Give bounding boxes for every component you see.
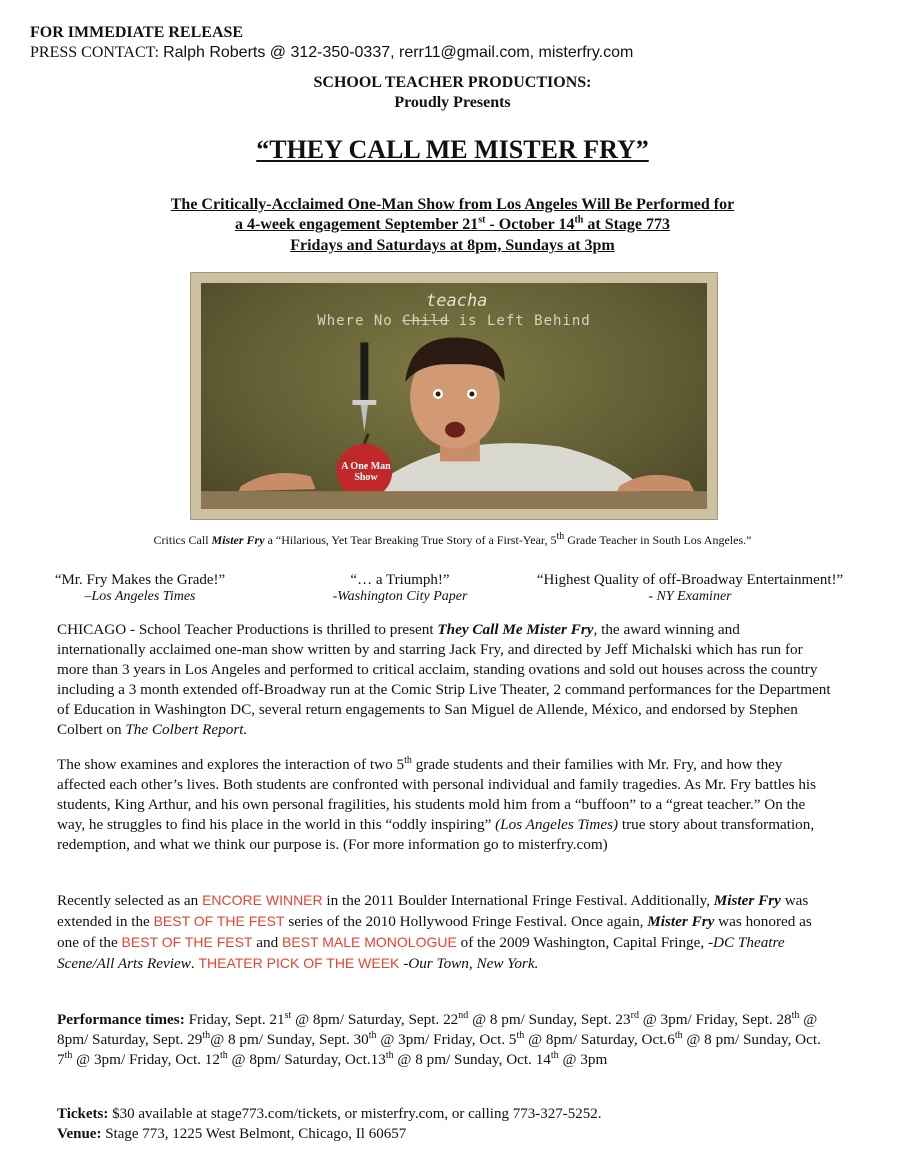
caption-end: Grade Teacher in South Los Angeles.” (564, 533, 752, 547)
subtitle-line-2 (0, 216, 905, 234)
p3-h: . (190, 955, 199, 972)
tickets-line (57, 1106, 601, 1123)
perf-s8: @ 8pm/ Saturday, Oct.6 (524, 1031, 675, 1048)
caption-middle: a “Hilarious, Yet Tear Breaking True Story of a First-Year, 5 (264, 533, 557, 547)
p3-d: series of the 2010 Hollywood Fringe Festival. Once again, (284, 913, 648, 930)
press-contact-details: Ralph Roberts @ 312-350-0337, rerr11@gmail.com, misterfry.com (163, 44, 634, 61)
perf-sup: th (202, 1029, 211, 1041)
apple-label: A One Man Show (341, 461, 391, 483)
poster-caption (0, 533, 905, 548)
venue-line (57, 1126, 406, 1143)
p2-lat: (Los Angeles Times) (495, 816, 619, 833)
p3-g: of the 2009 Washington, Capital Fringe, (456, 934, 708, 951)
perf-sup: st (284, 1009, 292, 1021)
review-quote (510, 572, 870, 605)
company-name: SCHOOL TEACHER PRODUCTIONS: (313, 74, 592, 91)
perf-s4: @ 3pm/ Friday, Sept. 28 (638, 1011, 792, 1028)
quote-source: -Washington City Paper (332, 589, 468, 604)
review-quote (300, 572, 500, 605)
poster-scrawl: teacha (426, 291, 488, 311)
perf-sup: th (219, 1049, 228, 1061)
perf-s12: @ 8 pm/ Sunday, Oct. 14 (393, 1051, 551, 1068)
show-title: “THEY CALL ME MISTER FRY” (256, 135, 649, 164)
story-paragraph (57, 755, 832, 855)
release-label: FOR IMMEDIATE RELEASE (30, 24, 244, 41)
perf-s9: @ 8 pm/ Sunday, Oct. 7 (57, 1031, 821, 1068)
p3-e: was honored as one of the (57, 913, 812, 951)
p1-show-name: They Call Me Mister Fry (437, 621, 594, 638)
p3-best-1: BEST OF THE FEST (153, 913, 285, 929)
perf-sup: nd (458, 1009, 469, 1021)
p3-encore: ENCORE WINNER (202, 892, 323, 908)
perf-s6: @ 8 pm/ Sunday, Sept. 30 (210, 1031, 369, 1048)
perf-s1: Friday, Sept. 21 (184, 1011, 285, 1028)
perf-s11: @ 8pm/ Saturday, Oct.13 (227, 1051, 386, 1068)
presents-line: Proudly Presents (394, 94, 511, 111)
subtitle-sup-2: th (574, 214, 584, 226)
tagline-crossed-word: Child (402, 313, 450, 329)
quote-source: - NY Examiner (648, 589, 732, 604)
p3-pick: THEATER PICK OF THE WEEK (198, 955, 400, 971)
tagline-start: Where No (317, 313, 403, 329)
subtitle-line-2-end: at Stage 773 (583, 216, 671, 233)
p1-colbert: The Colbert Report. (125, 721, 248, 738)
p3-best-2: BEST OF THE FEST (121, 934, 253, 950)
perf-sup: th (550, 1049, 559, 1061)
tagline-end: is Left Behind (449, 313, 591, 329)
perf-sup: th (516, 1029, 525, 1041)
perf-s3: @ 8 pm/ Sunday, Sept. 23 (468, 1011, 631, 1028)
press-contact (30, 44, 633, 62)
perf-sup: th (64, 1049, 73, 1061)
performance-times (57, 1010, 832, 1070)
perf-sup: th (674, 1029, 683, 1041)
perf-sup: th (791, 1009, 800, 1021)
p3-dc: -DC Theatre Scene/All Arts Review (57, 934, 785, 972)
quote-text: “Mr. Fry Makes the Grade!” (54, 572, 226, 588)
perf-s10: @ 3pm/ Friday, Oct. 12 (72, 1051, 220, 1068)
subtitle-line-3: Fridays and Saturdays at 8pm, Sundays at 3pm (290, 237, 615, 254)
quote-text: “… a Triumph!” (350, 572, 450, 588)
perf-s13: @ 3pm (558, 1051, 608, 1068)
p1-body: , the award winning and internationally acclaimed one-man show written by and starring Jack Fry, and directed by Jeff Michalski which has run for more than 3 years in Los Angeles and performed to critical acclaim, standing ovations and sold out houses across the country including a 3 month extended off-Broadway run at the Comic Strip Live Theater, 2 command performances for the Department of Education in Washington DC, several return engagements to San Miguel de Allende, México, and endorsed by Stephen Colbert on (57, 621, 831, 738)
chalkboard (201, 283, 707, 509)
p2-end: true story about transformation, redemption, and what we think our purpose is. (For more information go to misterfry.com) (57, 816, 815, 853)
subtitle-line-2-middle: - October 14 (485, 216, 575, 233)
perf-label: Performance times: (57, 1011, 185, 1028)
p3-mister-fry-1: Mister Fry (713, 892, 781, 909)
intro-paragraph (57, 620, 832, 740)
show-poster (190, 272, 718, 520)
p3-b: in the 2011 Boulder International Fringe Festival. Additionally, (322, 892, 714, 909)
perf-s7: @ 3pm/ Friday, Oct. 5 (376, 1031, 517, 1048)
tickets-label: Tickets: (57, 1106, 109, 1122)
perf-sup: th (385, 1049, 394, 1061)
p2-start: The show examines and explores the interaction of two 5 (57, 756, 405, 773)
p2-body: grade students and their families with Mr. Fry, and how they affected each other’s lives. Both students are confronted with personal individual and family tragedies. As Mr. Fry battles his students, King Arthur, and his own personal fragilities, his students mold him from a “buffoon” to a “great teacher.” On the way, he struggles to find his place in the world in this “oddly inspiring” (57, 756, 817, 833)
tickets-text: $30 available at stage773.com/tickets, or misterfry.com, or calling 773-327-5252. (108, 1106, 602, 1122)
p3-c: was extended in the (57, 892, 809, 930)
p3-mister-fry-2: Mister Fry (647, 913, 715, 930)
awards-paragraph (57, 890, 832, 974)
review-quote (40, 572, 240, 605)
p1-start: CHICAGO - School Teacher Productions is thrilled to present (57, 621, 438, 638)
perf-s2: @ 8pm/ Saturday, Sept. 22 (291, 1011, 459, 1028)
perf-s5: @ 8pm/ Saturday, Sept. 29 (57, 1011, 818, 1048)
subtitle-line-2-start: a 4-week engagement September 21 (234, 216, 479, 233)
perf-sup: th (368, 1029, 377, 1041)
subtitle-line-1: The Critically-Acclaimed One-Man Show from Los Angeles Will Be Performed for (170, 196, 735, 213)
caption-show-name: Mister Fry (211, 533, 265, 547)
quote-source: –Los Angeles Times (84, 589, 196, 604)
p3-a: Recently selected as an (57, 892, 203, 909)
p3-f: and (252, 934, 283, 951)
p2-sup: th (404, 754, 412, 766)
caption-start: Critics Call (153, 533, 212, 547)
p3-town: -Our Town, New York. (403, 955, 539, 972)
venue-text: Stage 773, 1225 West Belmont, Chicago, Il 60657 (101, 1126, 407, 1142)
venue-label: Venue: (57, 1126, 102, 1142)
perf-sup: rd (630, 1009, 639, 1021)
press-contact-label: PRESS CONTACT: (30, 44, 164, 61)
performer-illustration (201, 283, 707, 509)
subtitle-sup-1: st (478, 214, 486, 226)
quote-text: “Highest Quality of off-Broadway Entertainment!” (536, 572, 844, 588)
caption-sup: th (556, 531, 565, 542)
p3-male: BEST MALE MONOLOGUE (282, 934, 457, 950)
